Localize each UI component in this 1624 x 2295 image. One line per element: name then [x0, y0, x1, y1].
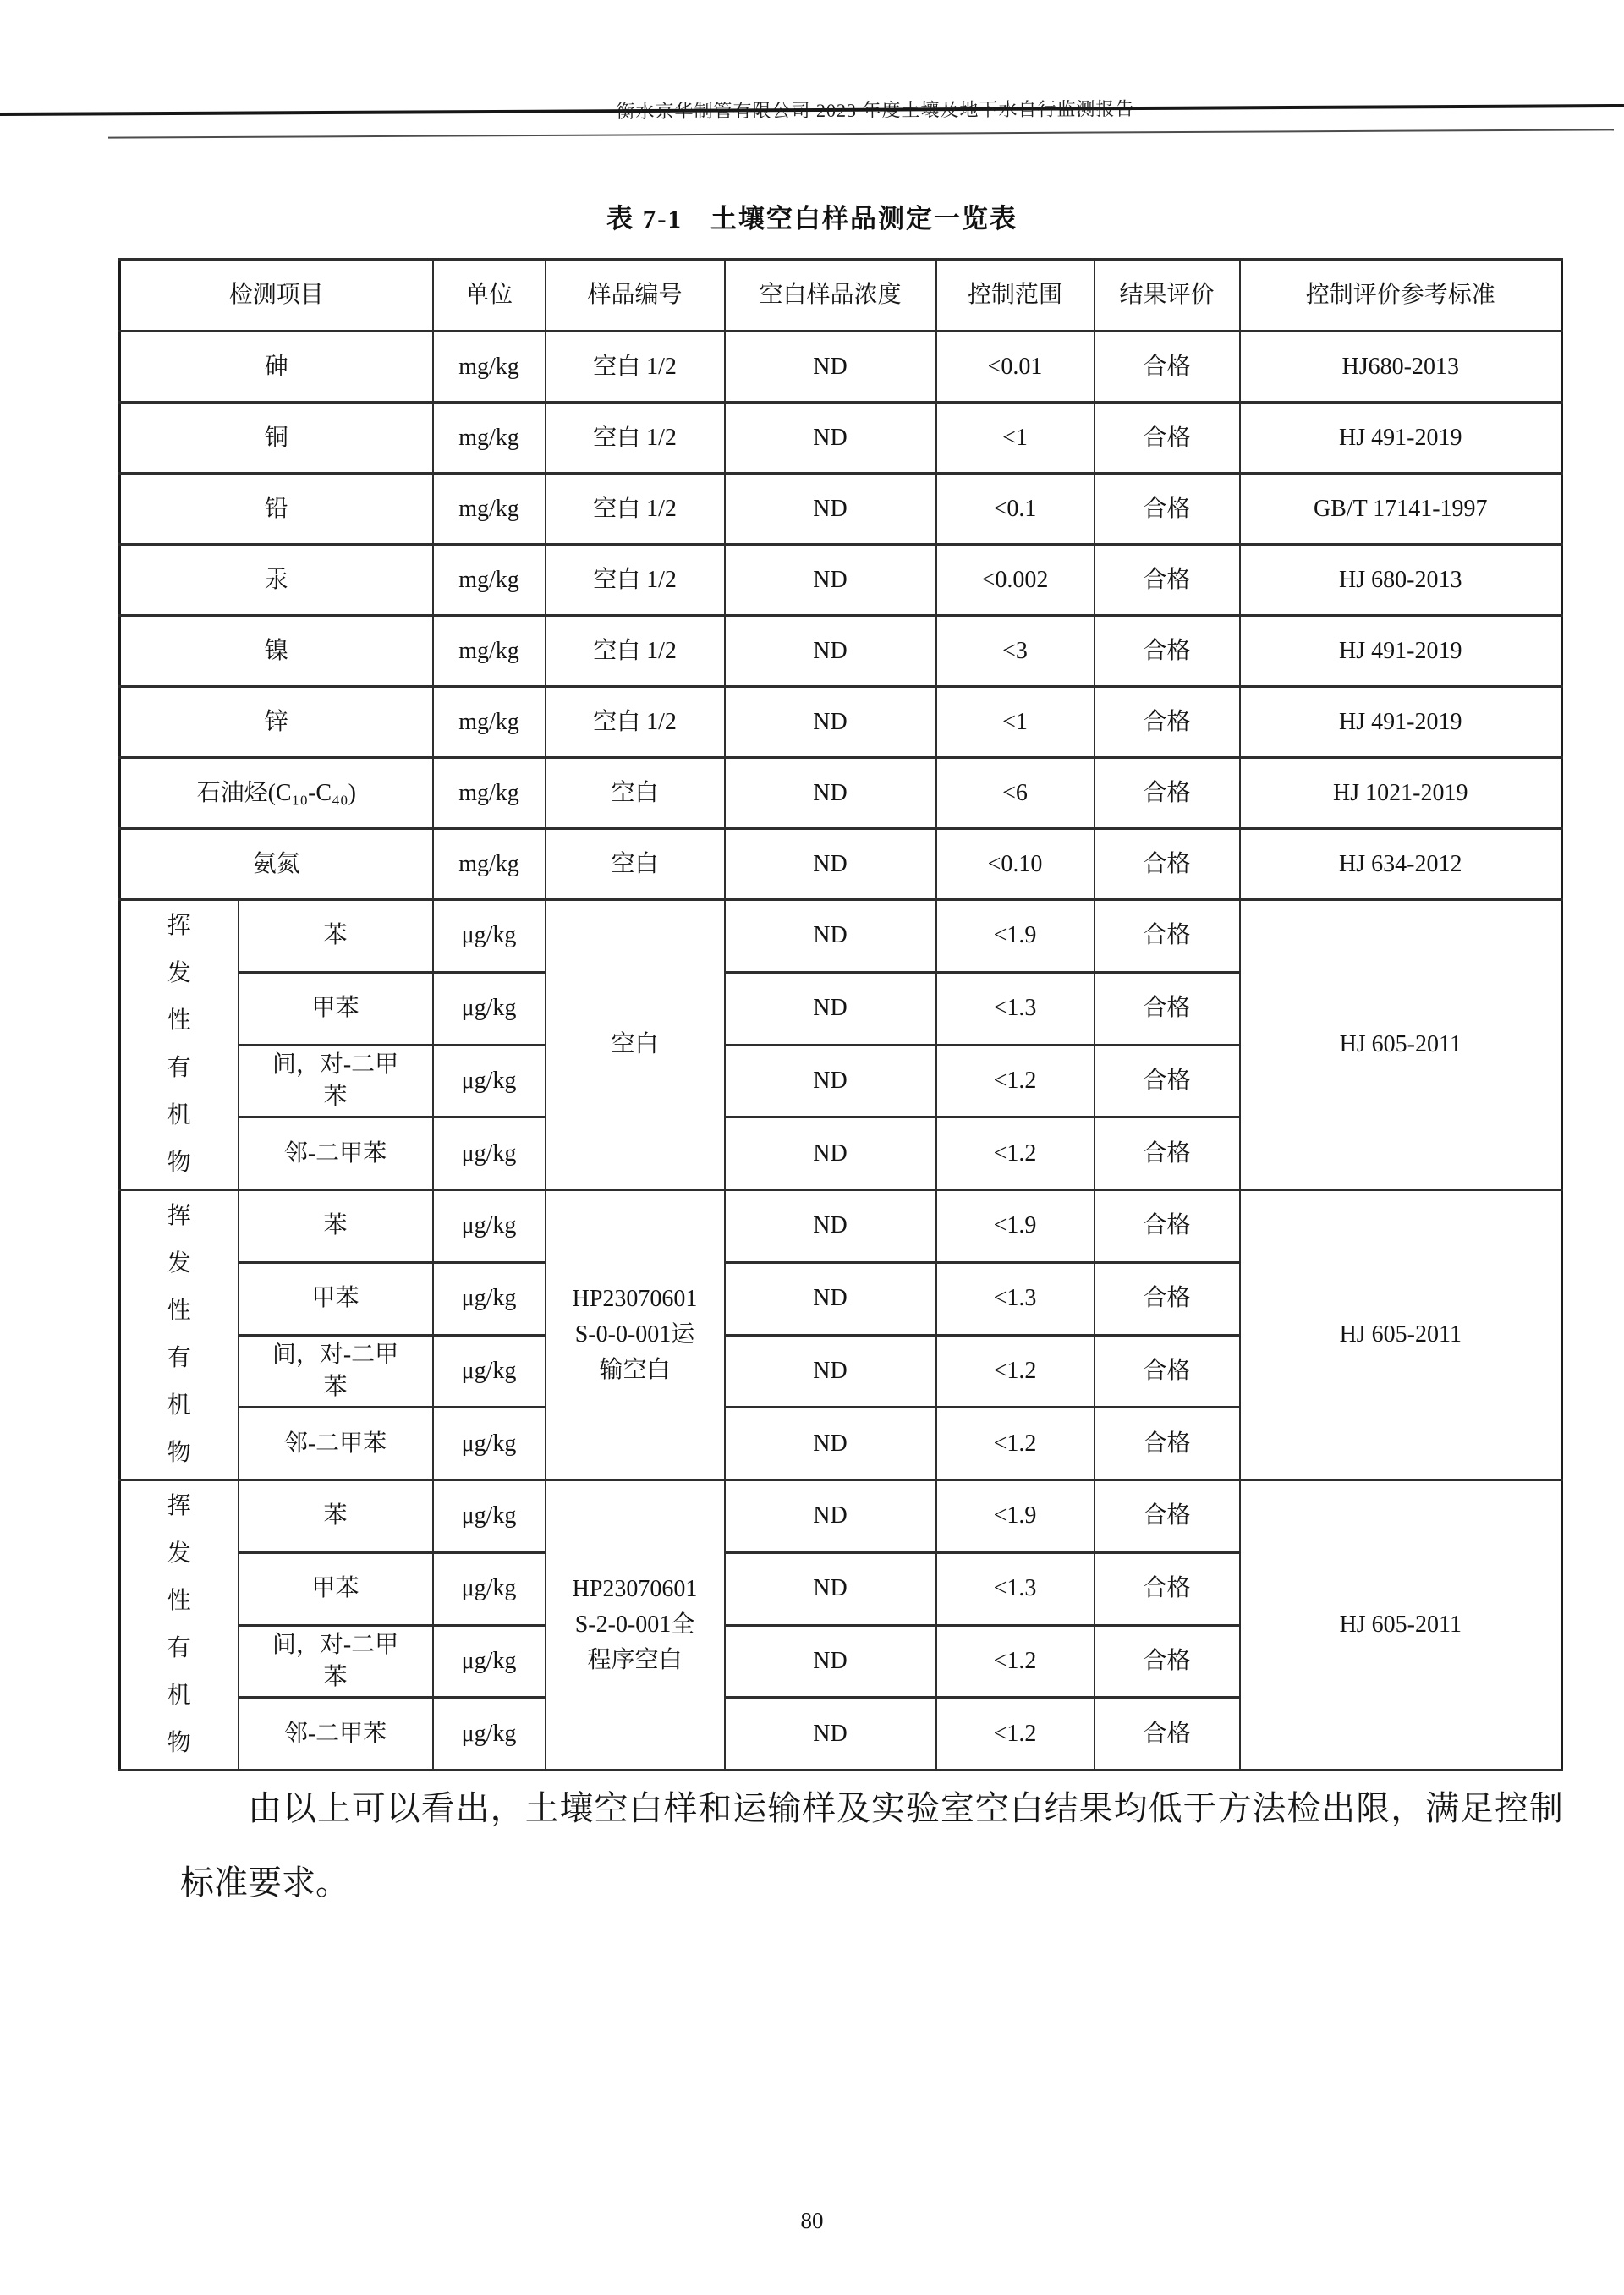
cell-result: 合格 — [1095, 332, 1240, 403]
cell-result: 合格 — [1095, 900, 1240, 973]
cell-unit: μg/kg — [433, 1117, 546, 1190]
cell-result: 合格 — [1095, 1480, 1240, 1553]
cell-control-range: <0.01 — [936, 332, 1095, 403]
cell-item: 邻-二甲苯 — [239, 1698, 433, 1771]
cell-blank-conc: ND — [725, 1045, 936, 1117]
cell-blank-conc: ND — [725, 1408, 936, 1480]
cell-item: 邻-二甲苯 — [239, 1117, 433, 1190]
cell-standard: HJ680-2013 — [1240, 332, 1562, 403]
column-header-item: 检测项目 — [120, 260, 433, 332]
cell-control-range: <0.1 — [936, 474, 1095, 545]
cell-sample-id — [546, 1190, 725, 1480]
cell-sample-id: 空白 1/2 — [546, 332, 725, 403]
cell-control-range: <1.3 — [936, 972, 1095, 1045]
cell-item: 苯 — [239, 1480, 433, 1553]
cell-unit: μg/kg — [433, 1625, 546, 1698]
cell-item: 铅 — [120, 474, 433, 545]
column-header-control-range: 控制范围 — [936, 260, 1095, 332]
cell-sample-id: 空白 1/2 — [546, 474, 725, 545]
cell-item: 苯 — [239, 1190, 433, 1263]
cell-item: 间，对-二甲苯 — [239, 1335, 433, 1408]
table-row-voc — [120, 900, 1562, 973]
sample-id-text: HP23070601S-2-0-001全程序空白 — [572, 1576, 698, 1673]
cell-control-range: <1.3 — [936, 1552, 1095, 1625]
cell-blank-conc: ND — [725, 474, 936, 545]
table-header-row — [120, 260, 1562, 332]
table-row-zinc — [120, 687, 1562, 758]
cell-unit: μg/kg — [433, 900, 546, 973]
cell-control-range: <1 — [936, 403, 1095, 474]
column-header-unit: 单位 — [433, 260, 546, 332]
table-row-lead — [120, 474, 1562, 545]
cell-blank-conc: ND — [725, 616, 936, 687]
cell-standard: GB/T 17141-1997 — [1240, 474, 1562, 545]
cell-control-range: <1 — [936, 687, 1095, 758]
header-bottom-rule — [108, 129, 1614, 138]
sample-id-text: HP23070601S-0-0-001运输空白 — [572, 1286, 698, 1383]
cell-control-range: <1.2 — [936, 1045, 1095, 1117]
cell-result: 合格 — [1095, 1262, 1240, 1335]
cell-control-range: <0.002 — [936, 545, 1095, 616]
cell-voc-group-label — [120, 900, 239, 1190]
cell-blank-conc: ND — [725, 1190, 936, 1263]
cell-result: 合格 — [1095, 474, 1240, 545]
table-row-voc — [120, 1190, 1562, 1263]
cell-unit: mg/kg — [433, 758, 546, 829]
cell-voc-group-label — [120, 1480, 239, 1771]
cell-standard: HJ 491-2019 — [1240, 616, 1562, 687]
cell-item: 间，对-二甲苯 — [239, 1045, 433, 1117]
cell-blank-conc: ND — [725, 1262, 936, 1335]
cell-unit: μg/kg — [433, 972, 546, 1045]
cell-sample-id — [546, 1480, 725, 1771]
voc-group-label-text: 挥发性有机物 — [167, 913, 191, 1176]
cell-sample-id: 空白 1/2 — [546, 545, 725, 616]
cell-standard: HJ 491-2019 — [1240, 687, 1562, 758]
cell-unit: μg/kg — [433, 1552, 546, 1625]
voc-group-label-text: 挥发性有机物 — [167, 1493, 191, 1756]
cell-result: 合格 — [1095, 545, 1240, 616]
cell-blank-conc: ND — [725, 545, 936, 616]
closing-paragraph: 由以上可以看出，土壤空白样和运输样及实验室空白结果均低于方法检出限，满足控制标准要求。 — [180, 1789, 1563, 1902]
cell-sample-id: 空白 1/2 — [546, 616, 725, 687]
cell-item: 石油烃(C₁₀-C₄₀) — [120, 758, 433, 829]
cell-unit: mg/kg — [433, 829, 546, 900]
cell-result: 合格 — [1095, 1408, 1240, 1480]
cell-result: 合格 — [1095, 1335, 1240, 1408]
cell-blank-conc: ND — [725, 1480, 936, 1553]
column-header-standard: 控制评价参考标准 — [1240, 260, 1562, 332]
cell-control-range: <1.9 — [936, 1480, 1095, 1553]
column-header-result: 结果评价 — [1095, 260, 1240, 332]
cell-result: 合格 — [1095, 616, 1240, 687]
table-row-copper — [120, 403, 1562, 474]
cell-standard: HJ 605-2011 — [1240, 1190, 1562, 1480]
cell-blank-conc: ND — [725, 758, 936, 829]
cell-item: 苯 — [239, 900, 433, 973]
cell-unit: μg/kg — [433, 1190, 546, 1263]
cell-blank-conc: ND — [725, 972, 936, 1045]
voc-group-label-text: 挥发性有机物 — [167, 1203, 191, 1466]
cell-result: 合格 — [1095, 1045, 1240, 1117]
cell-control-range: <1.2 — [936, 1625, 1095, 1698]
cell-control-range: <1.2 — [936, 1117, 1095, 1190]
cell-control-range: <1.9 — [936, 1190, 1095, 1263]
cell-result: 合格 — [1095, 403, 1240, 474]
table-title: 表 7-1 土壤空白样品测定一览表 — [606, 204, 1018, 233]
cell-control-range: <1.2 — [936, 1408, 1095, 1480]
cell-item: 甲苯 — [239, 1262, 433, 1335]
cell-result: 合格 — [1095, 758, 1240, 829]
cell-item: 邻-二甲苯 — [239, 1408, 433, 1480]
cell-unit: μg/kg — [433, 1480, 546, 1553]
cell-sample-id: 空白 — [546, 829, 725, 900]
cell-blank-conc: ND — [725, 1625, 936, 1698]
cell-blank-conc: ND — [725, 1698, 936, 1771]
cell-unit: μg/kg — [433, 1698, 546, 1771]
cell-unit: μg/kg — [433, 1335, 546, 1408]
cell-item: 甲苯 — [239, 1552, 433, 1625]
cell-result: 合格 — [1095, 1190, 1240, 1263]
cell-unit: μg/kg — [433, 1045, 546, 1117]
cell-item: 间，对-二甲苯 — [239, 1625, 433, 1698]
table-row-mercury — [120, 545, 1562, 616]
cell-blank-conc: ND — [725, 900, 936, 973]
cell-standard: HJ 1021-2019 — [1240, 758, 1562, 829]
cell-result: 合格 — [1095, 1698, 1240, 1771]
cell-blank-conc: ND — [725, 829, 936, 900]
cell-blank-conc: ND — [725, 332, 936, 403]
cell-item: 镍 — [120, 616, 433, 687]
cell-result: 合格 — [1095, 1117, 1240, 1190]
table-row-arsenic — [120, 332, 1562, 403]
cell-control-range: <3 — [936, 616, 1095, 687]
table-row-ammonia-nitrogen — [120, 829, 1562, 900]
cell-result: 合格 — [1095, 1552, 1240, 1625]
cell-standard: HJ 605-2011 — [1240, 900, 1562, 1190]
page-header: 衡水京华制管有限公司 2023 年度土壤及地下水自行监测报告 — [616, 98, 1135, 123]
cell-blank-conc: ND — [725, 403, 936, 474]
cell-standard: HJ 605-2011 — [1240, 1480, 1562, 1771]
cell-control-range: <1.9 — [936, 900, 1095, 973]
cell-control-range: <1.3 — [936, 1262, 1095, 1335]
cell-standard: HJ 680-2013 — [1240, 545, 1562, 616]
cell-standard: HJ 491-2019 — [1240, 403, 1562, 474]
cell-blank-conc: ND — [725, 1552, 936, 1625]
cell-unit: mg/kg — [433, 403, 546, 474]
cell-unit: mg/kg — [433, 474, 546, 545]
table-row-voc — [120, 1480, 1562, 1553]
cell-unit: mg/kg — [433, 616, 546, 687]
cell-sample-id — [546, 900, 725, 1190]
column-header-sample-id: 样品编号 — [546, 260, 725, 332]
sample-id-text: 空白 — [611, 1031, 659, 1057]
cell-result: 合格 — [1095, 687, 1240, 758]
cell-unit: mg/kg — [433, 687, 546, 758]
cell-voc-group-label — [120, 1190, 239, 1480]
cell-unit: μg/kg — [433, 1262, 546, 1335]
column-header-blank-conc: 空白样品浓度 — [725, 260, 936, 332]
page-number: 80 — [800, 2208, 824, 2233]
cell-item: 砷 — [120, 332, 433, 403]
cell-sample-id: 空白 1/2 — [546, 403, 725, 474]
cell-sample-id: 空白 — [546, 758, 725, 829]
cell-standard: HJ 634-2012 — [1240, 829, 1562, 900]
cell-control-range: <6 — [936, 758, 1095, 829]
cell-item: 铜 — [120, 403, 433, 474]
cell-result: 合格 — [1095, 972, 1240, 1045]
cell-item: 甲苯 — [239, 972, 433, 1045]
cell-control-range: <1.2 — [936, 1698, 1095, 1771]
cell-unit: μg/kg — [433, 1408, 546, 1480]
table-row-petroleum-hydrocarbons — [120, 758, 1562, 829]
cell-blank-conc: ND — [725, 1117, 936, 1190]
cell-item: 氨氮 — [120, 829, 433, 900]
cell-unit: mg/kg — [433, 545, 546, 616]
table-row-nickel — [120, 616, 1562, 687]
cell-item: 汞 — [120, 545, 433, 616]
cell-blank-conc: ND — [725, 1335, 936, 1408]
cell-blank-conc: ND — [725, 687, 936, 758]
cell-item: 锌 — [120, 687, 433, 758]
cell-result: 合格 — [1095, 1625, 1240, 1698]
cell-control-range: <0.10 — [936, 829, 1095, 900]
cell-control-range: <1.2 — [936, 1335, 1095, 1408]
cell-sample-id: 空白 1/2 — [546, 687, 725, 758]
blank-sample-table — [118, 258, 1563, 1771]
cell-unit: mg/kg — [433, 332, 546, 403]
cell-result: 合格 — [1095, 829, 1240, 900]
